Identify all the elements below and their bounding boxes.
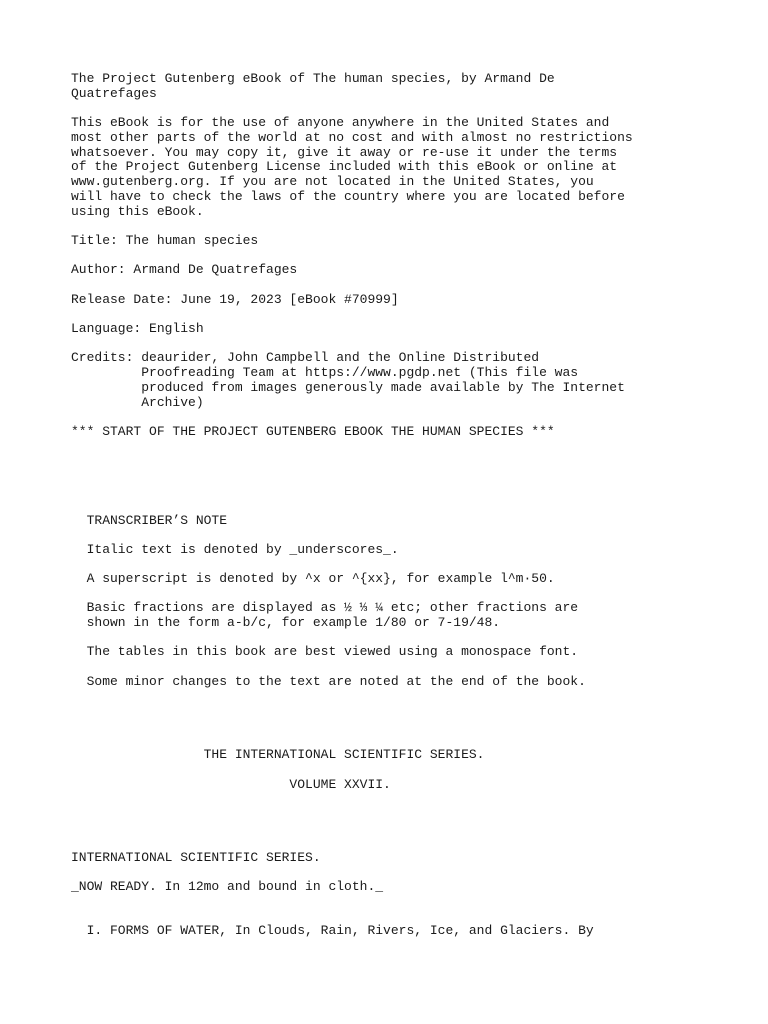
meta-credits-line: Credits: deaurider, John Campbell and the Online Distributed bbox=[71, 350, 540, 365]
transcriber-note-tables: The tables in this book are best viewed using a monospace font. bbox=[71, 644, 579, 659]
meta-title: Title: The human species bbox=[71, 233, 259, 248]
series-list-item: I. FORMS OF WATER, In Clouds, Rain, Rivers, Ice, and Glaciers. By bbox=[71, 923, 594, 938]
meta-credits-line: produced from images generously made available by The Internet bbox=[71, 380, 625, 395]
intro-line: of the Project Gutenberg License included with this eBook or online at bbox=[71, 159, 618, 174]
series-list-heading: INTERNATIONAL SCIENTIFIC SERIES. bbox=[71, 850, 321, 865]
meta-credits-line: Proofreading Team at https://www.pgdp.net (This file was bbox=[71, 365, 579, 380]
meta-release-date: Release Date: June 19, 2023 [eBook #70999] bbox=[71, 292, 399, 307]
start-marker: *** START OF THE PROJECT GUTENBERG EBOOK THE HUMAN SPECIES *** bbox=[71, 424, 555, 439]
meta-credits-line: Archive) bbox=[71, 395, 204, 410]
transcriber-note-fractions: Basic fractions are displayed as ½ ⅓ ¼ etc; other fractions are bbox=[71, 600, 579, 615]
series-list-now-ready: _NOW READY. In 12mo and bound in cloth._ bbox=[71, 879, 384, 894]
intro-line: whatsoever. You may copy it, give it away or re-use it under the terms bbox=[71, 145, 618, 160]
intro-line: will have to check the laws of the country where you are located before bbox=[71, 189, 625, 204]
ebook-text bbox=[71, 71, 751, 938]
transcriber-note-italic: Italic text is denoted by _underscores_. bbox=[71, 542, 399, 557]
series-heading: THE INTERNATIONAL SCIENTIFIC SERIES. bbox=[71, 747, 485, 762]
meta-language: Language: English bbox=[71, 321, 204, 336]
transcriber-note-changes: Some minor changes to the text are noted at the end of the book. bbox=[71, 674, 586, 689]
transcriber-note-fractions: shown in the form a-b/c, for example 1/80 or 7-19/48. bbox=[71, 615, 501, 630]
intro-line: This eBook is for the use of anyone anywhere in the United States and bbox=[71, 115, 610, 130]
volume-heading: VOLUME XXVII. bbox=[71, 777, 391, 792]
transcriber-note-heading: TRANSCRIBER’S NOTE bbox=[71, 513, 228, 528]
intro-line: www.gutenberg.org. If you are not located in the United States, you bbox=[71, 174, 594, 189]
transcriber-note-superscript: A superscript is denoted by ^x or ^{xx}, for example l^m·50. bbox=[71, 571, 555, 586]
intro-line: using this eBook. bbox=[71, 204, 204, 219]
meta-author: Author: Armand De Quatrefages bbox=[71, 262, 298, 277]
ebook-title-line: Quatrefages bbox=[71, 86, 157, 101]
intro-line: most other parts of the world at no cost and with almost no restrictions bbox=[71, 130, 633, 145]
ebook-title-line: The Project Gutenberg eBook of The human species, by Armand De bbox=[71, 71, 555, 86]
